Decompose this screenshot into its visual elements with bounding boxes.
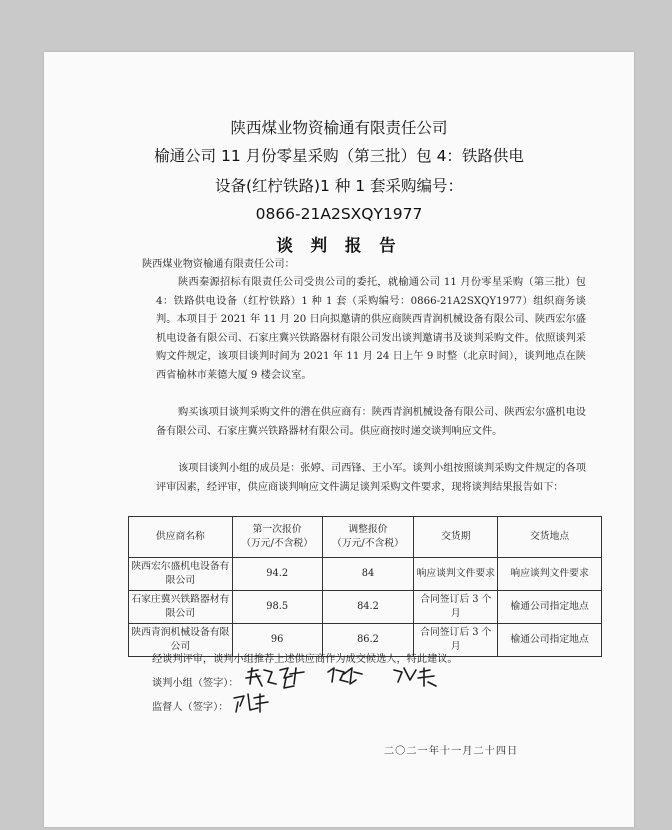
cell-first-quote: 96	[232, 624, 322, 657]
cell-supplier: 陕西青润机械设备有限公司	[129, 624, 233, 657]
cell-adjusted-quote: 84.2	[322, 591, 414, 624]
supervisor-sign-label: 监督人（签字）：	[152, 702, 229, 713]
table-header-row	[129, 517, 602, 558]
report-title: 谈 判 报 告	[276, 236, 402, 255]
header-adjusted-quote: 调整报价 （万元/不含税）	[322, 517, 414, 558]
table-row	[129, 558, 602, 591]
cell-delivery-time: 响应谈判文件要求	[414, 558, 498, 591]
cell-supplier: 石家庄冀兴铁路器材有限公司	[129, 591, 233, 624]
cell-supplier: 陕西宏尔盛机电设备有限公司	[129, 558, 233, 591]
conclusion: 经谈判评审，谈判小组推荐上述供应商作为成交候选人，特此建议。	[152, 654, 458, 665]
cell-delivery-place: 响应谈判文件要求	[498, 558, 602, 591]
project-title-line2: 设备(红柠铁路)1 种 1 套采购编号：	[214, 177, 464, 195]
header-supplier: 供应商名称	[129, 517, 233, 558]
cell-delivery-time: 合同签订后 3 个月	[414, 591, 498, 624]
project-title-line1: 榆通公司 11 月份零星采购（第三批）包 4：铁路供电	[154, 147, 524, 165]
table-row	[129, 591, 602, 624]
results-table	[128, 516, 602, 657]
panel-sign-label: 谈判小组（签字）：	[152, 678, 239, 689]
document-page	[44, 52, 634, 827]
project-code: 0866-21A2SXQY1977	[255, 205, 423, 223]
cell-adjusted-quote: 84	[322, 558, 414, 591]
cell-delivery-place: 榆通公司指定地点	[498, 624, 602, 657]
cell-delivery-time: 合同签订后 3 个月	[414, 624, 498, 657]
cell-delivery-place: 榆通公司指定地点	[498, 591, 602, 624]
report-date: 二〇二一年十一月二十四日	[384, 746, 519, 757]
header-delivery-time: 交货期	[414, 517, 498, 558]
header-first-quote: 第一次报价 （万元/不含税）	[232, 517, 322, 558]
cell-first-quote: 94.2	[232, 558, 322, 591]
supervisor-signature	[230, 690, 290, 716]
paragraph-suppliers: 购买该项目谈判采购文件的潜在供应商有：陕西青润机械设备有限公司、陕西宏尔盛机电设备有限公司、石家庄冀兴铁路器材有限公司。供应商按时递交谈判响应文件。	[156, 407, 586, 437]
paragraph-panel: 该项目谈判小组的成员是：张婷、司西锋、王小军。谈判小组按照谈判采购文件规定的各项评审因素，经评审，供应商谈判响应文件满足谈判采购文件要求，现将谈判结果报告如下：	[156, 463, 586, 493]
paragraph-invitation: 陕西秦源招标有限责任公司受贵公司的委托，就榆通公司 11 月份零星采购（第三批）包 4：铁路供电设备（红柠铁路）1 种 1 套（采购编号：0866-21A2SXQY1977）组织商务谈判。本项目于 2021 年 11 月 20 日向拟邀请的供应商陕西青润机械设备有限公司、陕西宏尔盛机电设备有限公司、石家庄冀兴铁路器材有限公司发出谈判邀请书及谈判采购文件。依照谈判采购文件规定，该项目谈判时间为 2021 年 11 月 24 日上午 9 时整（北京时间），谈判地点在陕西省榆林市莱德大厦 9 楼会议室。	[156, 277, 586, 381]
cell-adjusted-quote: 86.2	[322, 624, 414, 657]
header-delivery-place: 交货地点	[498, 517, 602, 558]
cell-first-quote: 98.5	[232, 591, 322, 624]
salutation: 陕西煤业物资榆通有限责任公司：	[142, 259, 295, 270]
company-title: 陕西煤业物资榆通有限责任公司	[230, 119, 448, 137]
